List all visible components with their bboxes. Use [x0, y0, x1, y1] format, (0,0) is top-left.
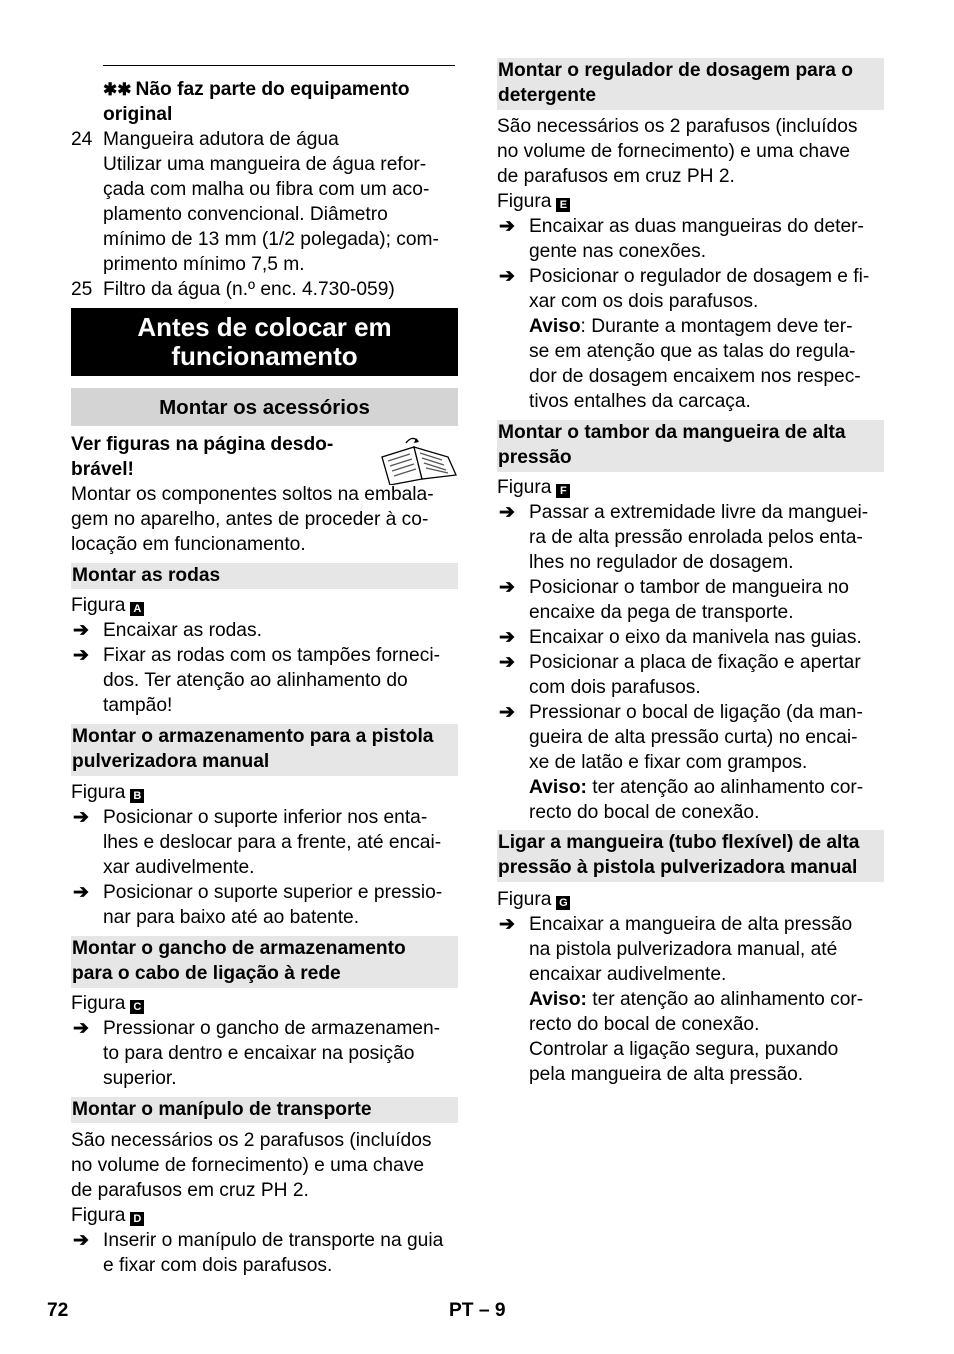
separator-rule — [103, 65, 455, 66]
bullet-step: Posicionar o tambor de mangueira no encaixe da pega de transporte. — [529, 577, 849, 623]
chapter-heading: Antes de colocar em funcionamento — [71, 308, 458, 376]
arrow-right-icon: ➔ — [499, 914, 515, 935]
subsection-heading-cable-hook: Montar o gancho de armazenamento para o cabo de ligação à rede — [71, 936, 458, 988]
figure-ref: Figura A — [71, 593, 144, 618]
figure-letter-icon: E — [556, 198, 570, 212]
arrow-right-icon: ➔ — [73, 1230, 89, 1251]
subsection-heading-hose-reel: Montar o tambor da mangueira de alta pressão — [497, 420, 884, 472]
item-24-water-hose: Mangueira adutora de água Utilizar uma mangueira de água refor- çada com malha ou fibra com um aco- plamento convencional. Diâmetro mínimo de 13 mm (1/2 polegada); com- primento mínimo 7,5 m. — [103, 129, 439, 275]
bullet-step: Encaixar as duas mangueiras do deter- gente nas conexões. — [529, 216, 864, 262]
arrow-right-icon: ➔ — [499, 627, 515, 648]
arrow-right-icon: ➔ — [499, 577, 515, 598]
item-number: 25 — [71, 279, 93, 300]
subsection-heading-transport-handle: Montar o manípulo de transporte — [71, 1097, 458, 1123]
paragraph: São necessários os 2 parafusos (incluídos no volume de fornecimento) e uma chave de parafusos em cruz PH 2. Figura D — [71, 1130, 432, 1226]
item-25-water-filter: Filtro da água (n.º enc. 4.730-059) — [103, 279, 395, 300]
bullet-step: Encaixar as rodas. — [103, 620, 262, 641]
figure-letter-icon: D — [130, 1212, 144, 1226]
subsection-heading-connect-hose: Ligar a mangueira (tubo flexível) de alta pressão à pistola pulverizadora manual — [497, 830, 884, 882]
bullet-step: Posicionar o suporte superior e pressio- nar para baixo até ao batente. — [103, 882, 443, 928]
bullet-step: Passar a extremidade livre da manguei- ra de alta pressão enrolada pelos enta- lhes no regulador de dosagem. — [529, 502, 869, 573]
figure-letter-icon: F — [556, 484, 570, 498]
arrow-right-icon: ➔ — [499, 502, 515, 523]
arrow-right-icon: ➔ — [499, 702, 515, 723]
arrow-right-icon: ➔ — [499, 652, 515, 673]
intro-note: Ver figuras na página desdo- brável! — [71, 434, 334, 480]
subsection-heading-gun-holder: Montar o armazenamento para a pistola pulverizadora manual — [71, 724, 458, 776]
figure-ref: Figura C — [71, 991, 144, 1016]
section-heading: Montar os acessórios — [71, 388, 458, 426]
subsection-heading-dosing-regulator: Montar o regulador de dosagem para o detergente — [497, 58, 884, 110]
arrow-right-icon: ➔ — [73, 882, 89, 903]
paragraph: São necessários os 2 parafusos (incluídos no volume de fornecimento) e uma chave de parafusos em cruz PH 2. Figura E — [497, 116, 858, 212]
intro-text: Montar os componentes soltos na embala- gem no aparelho, antes de proceder à co- locação em funcionamento. — [71, 484, 434, 555]
figure-letter-icon: G — [556, 896, 570, 910]
arrow-right-icon: ➔ — [73, 645, 89, 666]
bullet-step: Posicionar o suporte inferior nos enta- lhes e deslocar para a frente, até encai- xar audivelmente. — [103, 807, 442, 878]
bullet-step: Fixar as rodas com os tampões forneci- dos. Ter atenção ao alinhamento do tampão! — [103, 645, 440, 716]
bullet-step: Encaixar o eixo da manivela nas guias. — [529, 627, 862, 648]
arrow-right-icon: ➔ — [73, 620, 89, 641]
bullet-step: Posicionar a placa de fixação e apertar com dois parafusos. — [529, 652, 861, 698]
arrow-right-icon: ➔ — [73, 807, 89, 828]
bullet-step: Inserir o manípulo de transporte na guia e fixar com dois parafusos. — [103, 1230, 444, 1276]
page-number: 72 — [47, 1300, 69, 1321]
figure-letter-icon: C — [130, 1000, 144, 1014]
bullet-step: Pressionar o bocal de ligação (da man- gueira de alta pressão curta) no encai- xe de latão e fixar com grampos. Aviso: ter atenção ao alinhamento cor- recto do bocal de conexão. — [529, 702, 864, 823]
arrow-right-icon: ➔ — [499, 266, 515, 287]
footnote-not-included: ✱✱ Não faz parte do equipamento original — [103, 79, 410, 125]
bullet-step: Posicionar o regulador de dosagem e fi- xar com os dois parafusos. Aviso: Durante a montagem deve ter- se em atenção que as talas do regula- dor de dosagem encaixem nos respec- tivos entalhes da carcaça. — [529, 266, 870, 412]
open-book-icon — [378, 435, 460, 485]
bullet-step: Pressionar o gancho de armazenamen- to para dentro e encaixar na posição superior. — [103, 1018, 441, 1089]
figure-letter-icon: B — [130, 789, 144, 803]
figure-ref: Figura B — [71, 780, 144, 805]
subsection-heading-wheels: Montar as rodas — [71, 563, 458, 589]
figure-ref: Figura F — [497, 475, 570, 500]
figure-letter-icon: A — [130, 602, 144, 616]
arrow-right-icon: ➔ — [73, 1018, 89, 1039]
bullet-step: Encaixar a mangueira de alta pressão na pistola pulverizadora manual, até encaixar audivelmente. Aviso: ter atenção ao alinhamento cor- recto do bocal de conexão. Controlar a ligação segura, puxando pela mangueira de alta pressão. — [529, 914, 864, 1085]
item-number: 24 — [71, 129, 93, 150]
double-star-icon: ✱✱ — [103, 80, 132, 99]
footer-section-label: PT – 9 — [449, 1300, 506, 1321]
figure-ref: Figura G — [497, 887, 570, 912]
arrow-right-icon: ➔ — [499, 216, 515, 237]
